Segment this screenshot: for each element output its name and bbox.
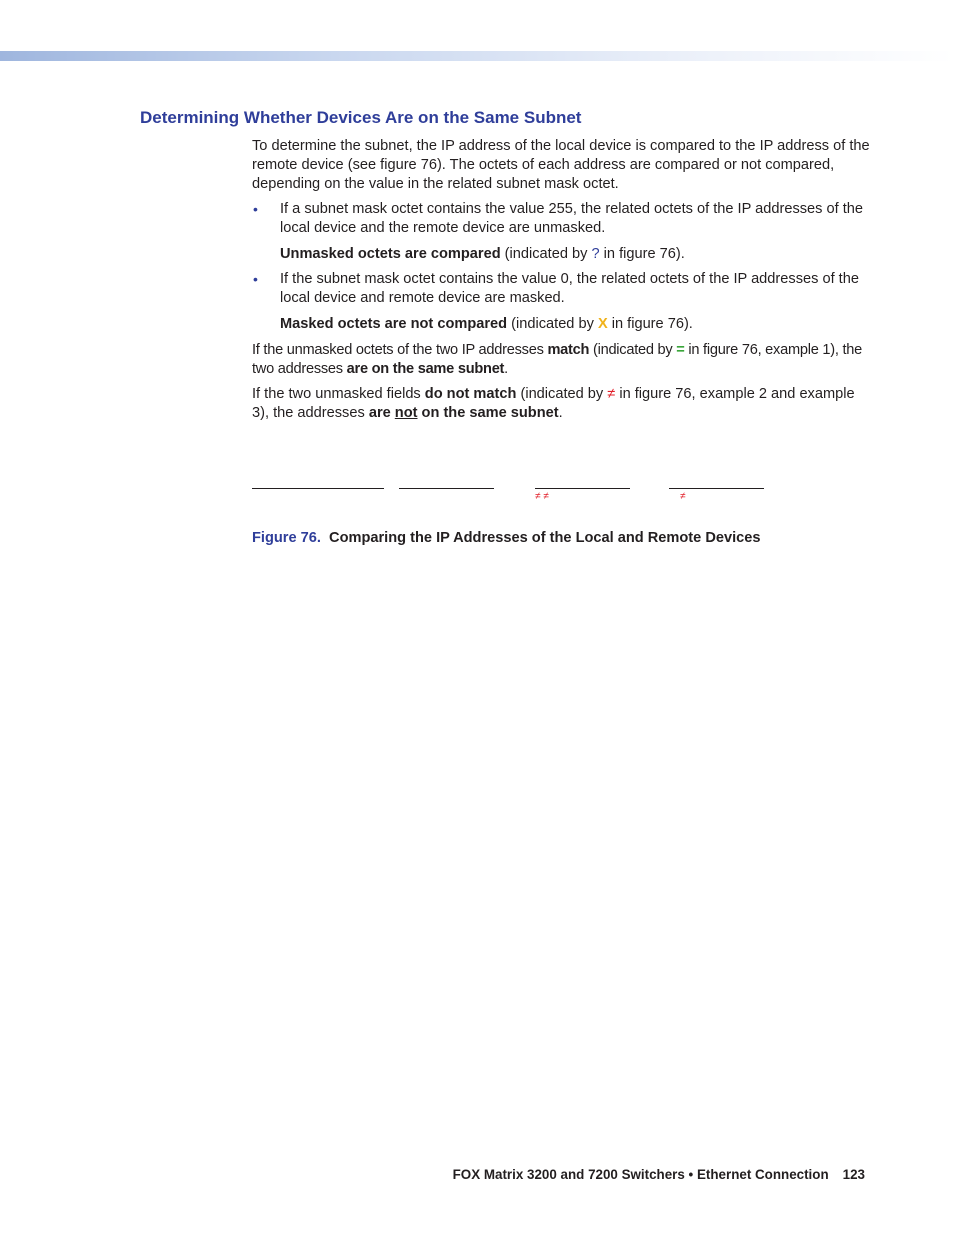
text-run: . (504, 361, 508, 377)
top-header-bar (0, 51, 954, 61)
bullet-marker: • (253, 271, 258, 287)
bold-run: are on the same subnet (346, 361, 505, 377)
text-run: on the same subnet (417, 405, 559, 421)
text-run: in figure 76, example 1), the two addresses (252, 342, 863, 377)
nomatch-paragraph (252, 385, 872, 423)
underlined-run: not (394, 405, 418, 421)
bullet-text-unmasked: If a subnet mask octet contains the value 255, the related octets of the IP addresses of the local device and the remote device are unmasked. (280, 201, 864, 236)
page-number: 123 (842, 1167, 865, 1182)
figure-rule (252, 488, 384, 489)
section-heading: Determining Whether Devices Are on the Same Subnet (140, 108, 582, 127)
note-post: in figure 76). (607, 316, 693, 332)
bullet-note-unmasked (280, 245, 872, 264)
note-bold: Masked octets are not compared (280, 316, 508, 332)
bold-run (369, 405, 559, 421)
not-equal-mark: ≠ ≠ (535, 491, 549, 502)
figure-caption (252, 530, 761, 546)
intro-paragraph: To determine the subnet, the IP address of the local device is compared to the IP address of the remote device (see figure 76). The octets of each address are compared or not compared, depending on the value in the related subnet mask octet. (252, 138, 870, 192)
match-paragraph (252, 341, 872, 379)
text-run: If the two unmasked fields (252, 386, 425, 402)
note-bold: Unmasked octets are compared (280, 246, 501, 262)
text-run: (indicated by (589, 342, 677, 358)
not-equal-mark: ≠ (680, 491, 686, 502)
masked-symbol: X (597, 316, 608, 332)
bullet-marker: • (253, 201, 258, 217)
bold-run: do not match (424, 386, 517, 402)
nomatch-symbol: ≠ (607, 386, 616, 402)
text-run: (indicated by (516, 386, 608, 402)
figure-rule (669, 488, 764, 489)
text-run: If the unmasked octets of the two IP addresses (252, 342, 548, 358)
bullet-note-masked (280, 315, 872, 334)
figure-rule (535, 488, 630, 489)
note-pre: (indicated by (507, 316, 598, 332)
figure-rule (399, 488, 494, 489)
figure-title: Comparing the IP Addresses of the Local and Remote Devices (329, 530, 761, 546)
compared-symbol: ? (591, 246, 600, 262)
figure-number: Figure 76. (252, 530, 321, 546)
bullet-text-masked: If the subnet mask octet contains the value 0, the related octets of the IP addresses of the local device and remote device are masked. (280, 271, 859, 306)
note-pre: (indicated by (500, 246, 592, 262)
text-run: . (558, 405, 563, 421)
text-run: in figure 76, example 2 and example 3), the addresses (252, 386, 855, 421)
note-post: in figure 76). (599, 246, 685, 262)
text-run: are (368, 405, 395, 421)
bold-run: match (547, 342, 590, 358)
footer-text: FOX Matrix 3200 and 7200 Switchers • Ethernet Connection (452, 1167, 829, 1182)
page-footer (453, 1167, 865, 1182)
match-symbol: = (676, 342, 685, 358)
